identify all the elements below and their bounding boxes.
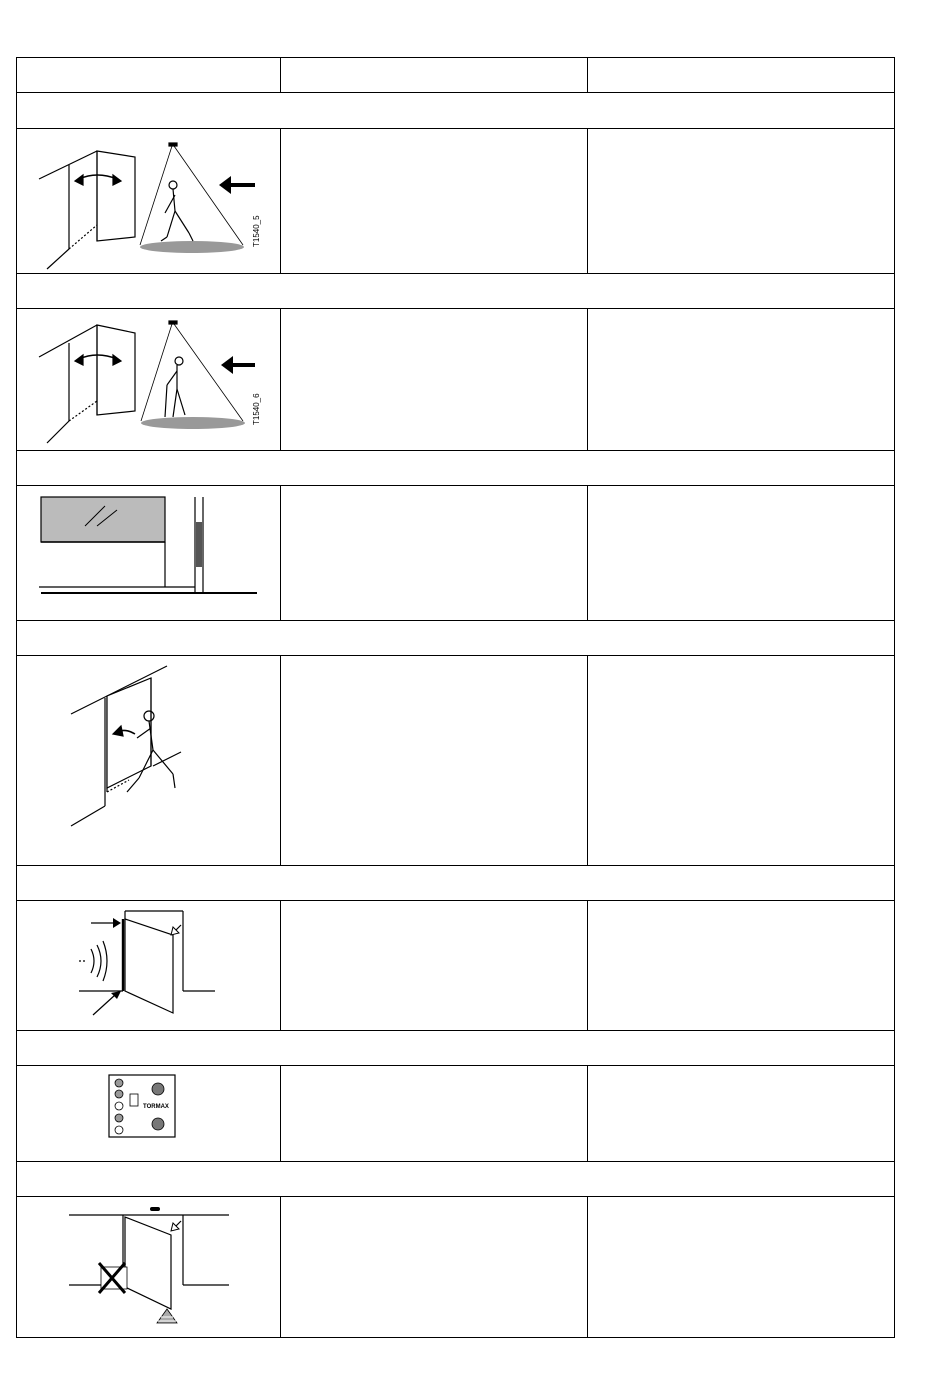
header-cell-1 (17, 58, 281, 93)
panel-button (152, 1083, 164, 1095)
description-cell (281, 309, 588, 451)
illustration-cell (17, 129, 281, 274)
table-row (17, 309, 895, 451)
led-indicator (115, 1090, 123, 1098)
glass-door-side-illustration (17, 486, 280, 620)
led-indicator (115, 1102, 123, 1110)
illustration-cell (17, 1066, 281, 1162)
section-heading-cell (17, 93, 895, 129)
illustration-cell (17, 1197, 281, 1338)
illustration-cell (17, 656, 281, 866)
header-cell-3 (588, 58, 895, 93)
section-heading-cell (17, 866, 895, 901)
blocked-door-illustration (17, 1197, 280, 1337)
table-header-row (17, 58, 895, 93)
notes-cell (588, 486, 895, 621)
table-row (17, 129, 895, 274)
section-heading-cell (17, 621, 895, 656)
description-cell (281, 486, 588, 621)
notes-cell (588, 901, 895, 1031)
notes-cell (588, 1066, 895, 1162)
table-row (17, 486, 895, 621)
elderly-person-sensor-illustration (17, 309, 280, 450)
notes-cell (588, 309, 895, 451)
panel-button (152, 1118, 164, 1130)
description-cell (281, 1066, 588, 1162)
figure-code-label: T1540_6 (252, 393, 261, 425)
person-pushing-door-illustration (17, 656, 280, 865)
door-safety-sensor-illustration (17, 901, 280, 1030)
walking-person-sensor-illustration (17, 129, 280, 273)
notes-cell (588, 1197, 895, 1338)
table-row (17, 1197, 895, 1338)
description-cell (281, 656, 588, 866)
section-heading-cell (17, 1162, 895, 1197)
figure-code-label: T1540_5 (252, 215, 261, 247)
instruction-table (16, 57, 895, 1338)
section-heading-row (17, 1031, 895, 1066)
description-cell (281, 1197, 588, 1338)
notes-cell (588, 129, 895, 274)
section-heading-cell (17, 274, 895, 309)
section-heading-row (17, 274, 895, 309)
illustration-cell (17, 901, 281, 1031)
section-heading-cell (17, 1031, 895, 1066)
section-heading-row (17, 866, 895, 901)
table-row (17, 1066, 895, 1162)
illustration-cell (17, 309, 281, 451)
control-panel-illustration (17, 1066, 280, 1161)
led-indicator (115, 1079, 123, 1087)
section-heading-row (17, 621, 895, 656)
led-indicator (115, 1114, 123, 1122)
led-indicator (115, 1126, 123, 1134)
table-row (17, 656, 895, 866)
section-heading-row (17, 93, 895, 129)
section-heading-row (17, 1162, 895, 1197)
description-cell (281, 901, 588, 1031)
description-cell (281, 129, 588, 274)
table-row (17, 901, 895, 1031)
section-heading-row (17, 451, 895, 486)
illustration-cell (17, 486, 281, 621)
section-heading-cell (17, 451, 895, 486)
header-cell-2 (281, 58, 588, 93)
tormax-logo: TORMAX (143, 1104, 169, 1110)
notes-cell (588, 656, 895, 866)
